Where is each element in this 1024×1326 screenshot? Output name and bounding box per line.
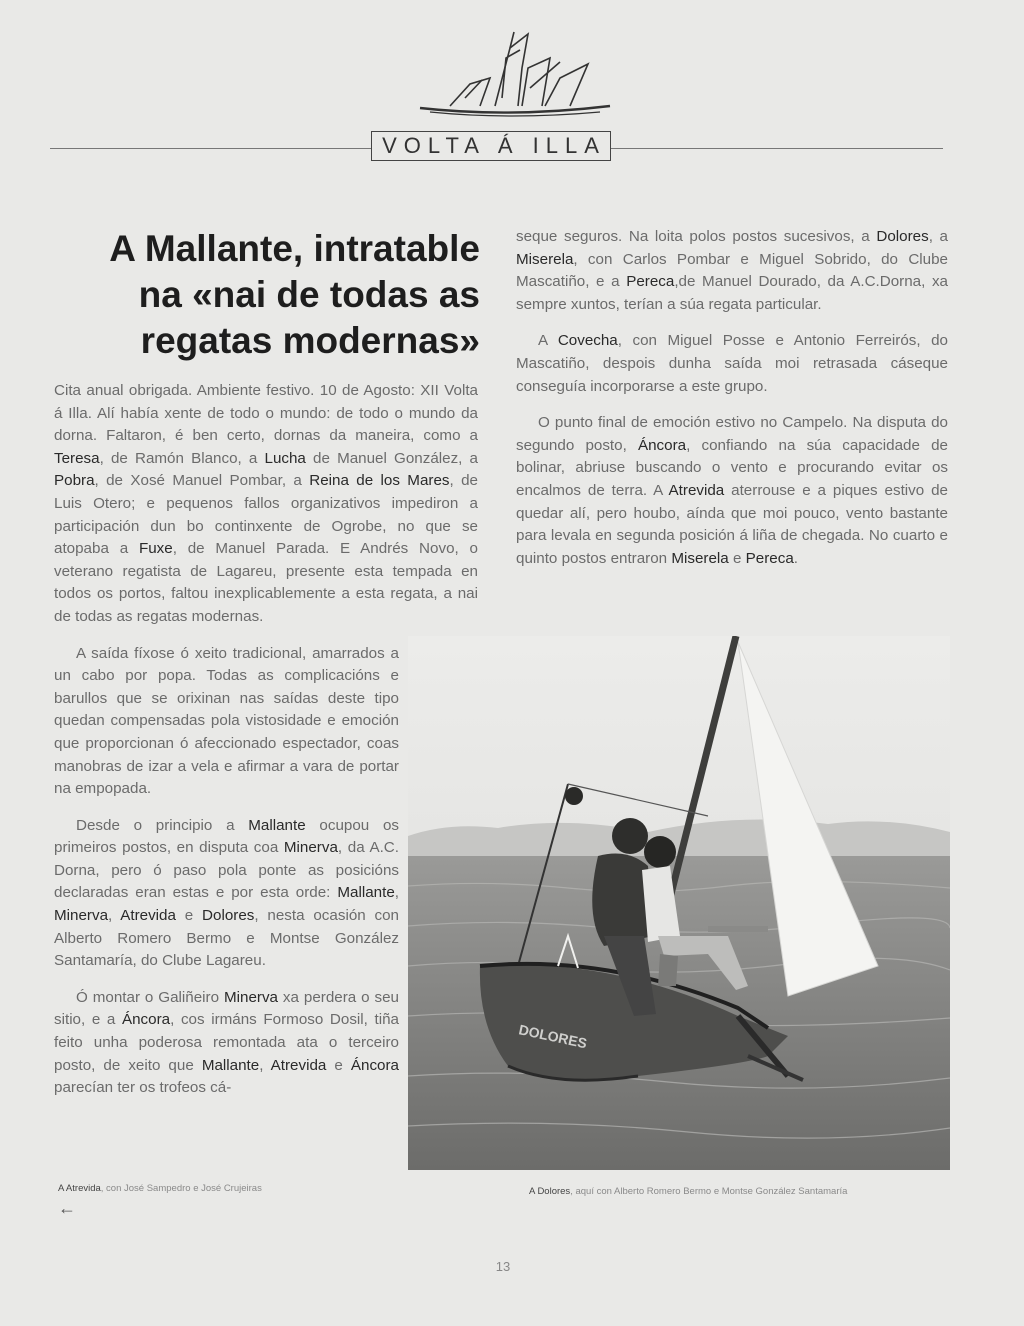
caption-text: , aquí con Alberto Romero Bermo e Montse González Santamaría bbox=[570, 1186, 848, 1197]
boat-name: Miserela bbox=[671, 549, 729, 567]
text-run: e bbox=[728, 549, 746, 567]
boat-name: Lucha bbox=[264, 449, 306, 467]
text-run: , de Xosé Manuel Pombar, a bbox=[94, 472, 310, 490]
text-run: xa perdera o seu sitio, e a bbox=[54, 988, 400, 1029]
caption-boat-name: A Dolores bbox=[529, 1186, 571, 1197]
header-rule-right bbox=[611, 148, 943, 149]
paragraph bbox=[516, 412, 948, 570]
section-title: VOLTA Á ILLA bbox=[371, 131, 611, 161]
header-rule-left bbox=[50, 148, 371, 149]
text-run: , cos irmáns Formoso Dosil, tiña feito unha poderosa remontada ata o terceiro posto, de xeito que bbox=[54, 1011, 400, 1074]
text-run: , bbox=[108, 907, 121, 925]
boat-name: Pobra bbox=[54, 472, 95, 490]
boat-name: Minerva bbox=[54, 907, 109, 925]
text-run: . bbox=[793, 549, 799, 567]
text-run: seque seguros. Na loita polos postos sucesivos, a bbox=[516, 228, 877, 245]
text-run: aterrouse e a piques estivo de quedar alí, pero houbo, aínda que moi pouco, vento bastante para levala en segunda posición á liña de chegada. No cuarto e quinto postos entraron bbox=[516, 481, 948, 567]
boat-name: Covecha bbox=[557, 332, 618, 350]
caption-left bbox=[58, 1183, 262, 1194]
text-run: e bbox=[326, 1056, 351, 1074]
boat-name: Dolores bbox=[876, 228, 929, 245]
text-run: , con Miguel Posse e Antonio Ferreirós, do Mascatiño, despois dunha saída moi retrasada cáseque conseguía incorporarse a este grupo. bbox=[516, 332, 948, 395]
text-run: , nesta ocasión con Alberto Romero Bermo e Montse González Santamaría, do Clube Lagareu. bbox=[54, 907, 400, 970]
page-number: 13 bbox=[495, 1259, 511, 1274]
boat-name: Fuxe bbox=[138, 540, 173, 558]
paragraph bbox=[54, 815, 399, 973]
boat-name: Mallante bbox=[201, 1056, 260, 1074]
text-run: ocupou os primeiros postos, en disputa coa bbox=[54, 816, 399, 857]
hull-name: DOLORES bbox=[517, 1021, 589, 1052]
text-run: A saída fíxose ó xeito tradicional, amarrados a un cabo por popa. Todas as complicacións e barullos que se orixinan nas saídas deste tipo quedan compensadas pola vistosidade e emoción que proporcionan ó afeccionado espectador, coas manobras de izar a vela e afirmar a vara de portar na empopada. bbox=[54, 644, 399, 798]
boat-name: Minerva bbox=[283, 839, 338, 857]
text-run: , da A.C. Dorna, pero ó paso pola ponte as posicións declaradas eran estas e por esta orde: bbox=[54, 839, 399, 902]
boat-name: Áncora bbox=[637, 436, 687, 454]
text-run: , de Ramón Blanco, a bbox=[99, 449, 265, 467]
text-run: parecían ter os trofeos cá- bbox=[54, 1079, 232, 1097]
sailboat-logo bbox=[410, 28, 620, 124]
boat-name: Áncora bbox=[121, 1011, 171, 1029]
text-run: , confiando na súa capacidade de bolinar, abriuse buscando o vento e procurando evitar os encalmos de terra. A bbox=[516, 436, 948, 499]
text-run: de Manuel González, a bbox=[305, 449, 478, 467]
text-run: O punto final de emoción estivo no Campelo. Na disputa do segundo posto, bbox=[516, 414, 948, 454]
text-run: , de Luis Otero; e pequenos fallos organizativos impediron a participación dun bo continxente de Ogrobe, no que se atopaba a bbox=[54, 472, 478, 558]
text-run: , bbox=[394, 884, 399, 902]
text-run: A bbox=[538, 332, 558, 350]
caption-text: , con José Sampedro e José Crujeiras bbox=[100, 1183, 262, 1194]
boat-name: Atrevida bbox=[668, 481, 725, 499]
paragraph bbox=[54, 643, 399, 801]
text-run: ,de Manuel Dourado, da A.C.Dorna, xa sempre xuntos, terían a súa regata particular. bbox=[516, 273, 949, 313]
paragraph bbox=[516, 330, 948, 398]
boat-name: Miserela bbox=[516, 250, 574, 268]
boat-name: Mallante bbox=[248, 816, 306, 834]
text-run: , de Manuel Parada. E Andrés Novo, o veterano regatista de Lagareu, presente esta tempada en todos os portos, faltou inexplicablemente a esta regata, a nai de todas as regatas modernas. bbox=[54, 540, 478, 625]
column-right bbox=[516, 226, 948, 584]
boat-name: Atrevida bbox=[270, 1056, 327, 1074]
text-run: Ó montar o Galiñeiro bbox=[76, 988, 224, 1006]
boat-name: Mallante bbox=[337, 884, 395, 902]
text-run: , a bbox=[928, 228, 948, 245]
boat-photo bbox=[408, 636, 950, 1170]
boat-name: Teresa bbox=[54, 449, 100, 467]
caption-boat-name: A Atrevida bbox=[58, 1183, 101, 1194]
left-arrow-icon: ← bbox=[58, 1198, 76, 1218]
article-headline: A Mallante, intratable na «nai de todas as regatas modernas» bbox=[109, 228, 480, 361]
boat-name: Minerva bbox=[223, 988, 279, 1006]
boat-name: Pereca bbox=[626, 273, 675, 291]
paragraph bbox=[54, 987, 399, 1100]
text-run: , bbox=[259, 1056, 271, 1074]
boat-name: Pereca bbox=[745, 549, 794, 567]
text-run: Cita anual obrigada. Ambiente festivo. 10 de Agosto: XII Volta á Illa. Alí había xente de todo o mundo: de todo o mundo da dorna. Faltaron, é ben certo, dornas da maneira, como a bbox=[54, 382, 478, 445]
text-run: e bbox=[175, 907, 203, 925]
paragraph bbox=[54, 380, 478, 629]
boat-name: Reina de los Mares bbox=[309, 472, 450, 490]
text-run: Desde o principio a bbox=[76, 816, 249, 834]
boat-name: Atrevida bbox=[120, 907, 176, 925]
caption-right bbox=[529, 1186, 847, 1197]
paragraph bbox=[516, 226, 948, 316]
text-run: , con Carlos Pombar e Miguel Sobrido, do Clube Mascatiño, e a bbox=[516, 250, 948, 291]
boat-name: Dolores bbox=[202, 907, 255, 925]
boat-name: Áncora bbox=[350, 1056, 399, 1074]
